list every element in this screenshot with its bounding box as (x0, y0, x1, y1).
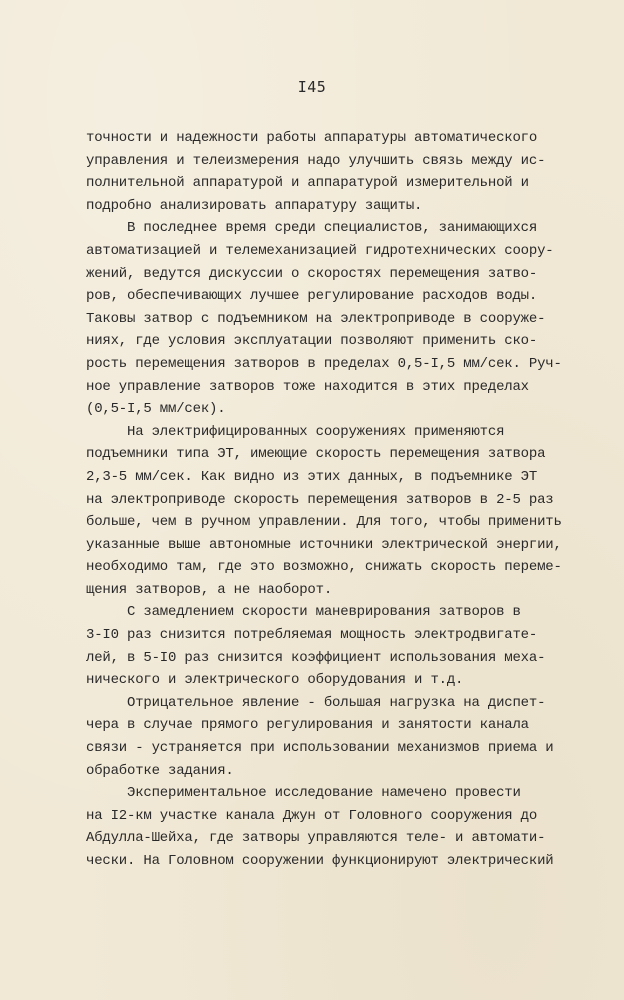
text-line: связи - устраняется при использовании механизмов приема и (86, 740, 554, 757)
text-line: Абдулла-Шейха, где затворы управляются теле- и автомати- (86, 830, 546, 847)
text-line: На электрифицированных сооружениях применяются (86, 423, 505, 440)
text-line: автоматизацией и телемеханизацией гидротехнических соору- (86, 242, 554, 259)
text-line: лей, в 5-I0 раз снизится коэффициент использования меха- (86, 649, 546, 666)
text-line: рость перемещения затворов в пределах 0,5-I,5 мм/сек. Руч- (86, 355, 562, 372)
text-line: нического и электрического оборудования и т.д. (86, 672, 464, 689)
text-line: щения затворов, а не наоборот. (86, 581, 333, 598)
text-line: управления и телеизмерения надо улучшить связь между ис- (86, 152, 546, 169)
text-line: точности и надежности работы аппаратуры автоматического (86, 130, 538, 146)
text-line: на I2-км участке канала Джун от Головного сооружения до (86, 807, 538, 824)
text-line: больше, чем в ручном управлении. Для того, чтобы применить (86, 514, 562, 531)
text-line: Экспериментальное исследование намечено провести (86, 785, 521, 802)
text-line: чера в случае прямого регулирования и занятости канала (86, 717, 529, 734)
text-line: необходимо там, где это возможно, снижать скорость переме- (86, 559, 562, 576)
text-line: указанные выше автономные источники электрической энергии, (86, 536, 562, 553)
text-line: 3-I0 раз снизится потребляемая мощность электродвигате- (86, 627, 538, 644)
text-line: полнительной аппаратурой и аппаратурой измерительной и (86, 175, 529, 192)
body-text (86, 127, 562, 873)
text-line: подробно анализировать аппаратуру защиты. (86, 197, 423, 214)
text-line: ниях, где условия эксплуатации позволяют применить ско- (86, 333, 538, 350)
text-line: Отрицательное явление - большая нагрузка на диспет- (86, 694, 546, 711)
text-line: Таковы затвор с подъемником на электроприводе в сооруже- (86, 310, 546, 327)
text-line: обработке задания. (86, 762, 234, 779)
text-line: ное управление затворов тоже находится в этих пределах (86, 378, 529, 395)
text-line: В последнее время среди специалистов, занимающихся (86, 220, 538, 237)
text-line: 2,3-5 мм/сек. Как видно из этих данных, в подъемнике ЭТ (86, 468, 538, 485)
text-line: чески. На Головном сооружении функционируют электрический (86, 853, 554, 869)
text-line: на электроприводе скорость перемещения затворов в 2-5 раз (86, 491, 554, 508)
page-number: I45 (297, 78, 327, 96)
text-line: жений, ведутся дискуссии о скоростях перемещения затво- (86, 265, 538, 282)
text-line: С замедлением скорости маневрирования затворов в (86, 604, 521, 621)
text-line: подъемники типа ЭТ, имеющие скорость перемещения затвора (86, 446, 546, 463)
text-line: ров, обеспечивающих лучшее регулирование расходов воды. (86, 288, 538, 305)
text-line: (0,5-I,5 мм/сек). (86, 401, 226, 418)
